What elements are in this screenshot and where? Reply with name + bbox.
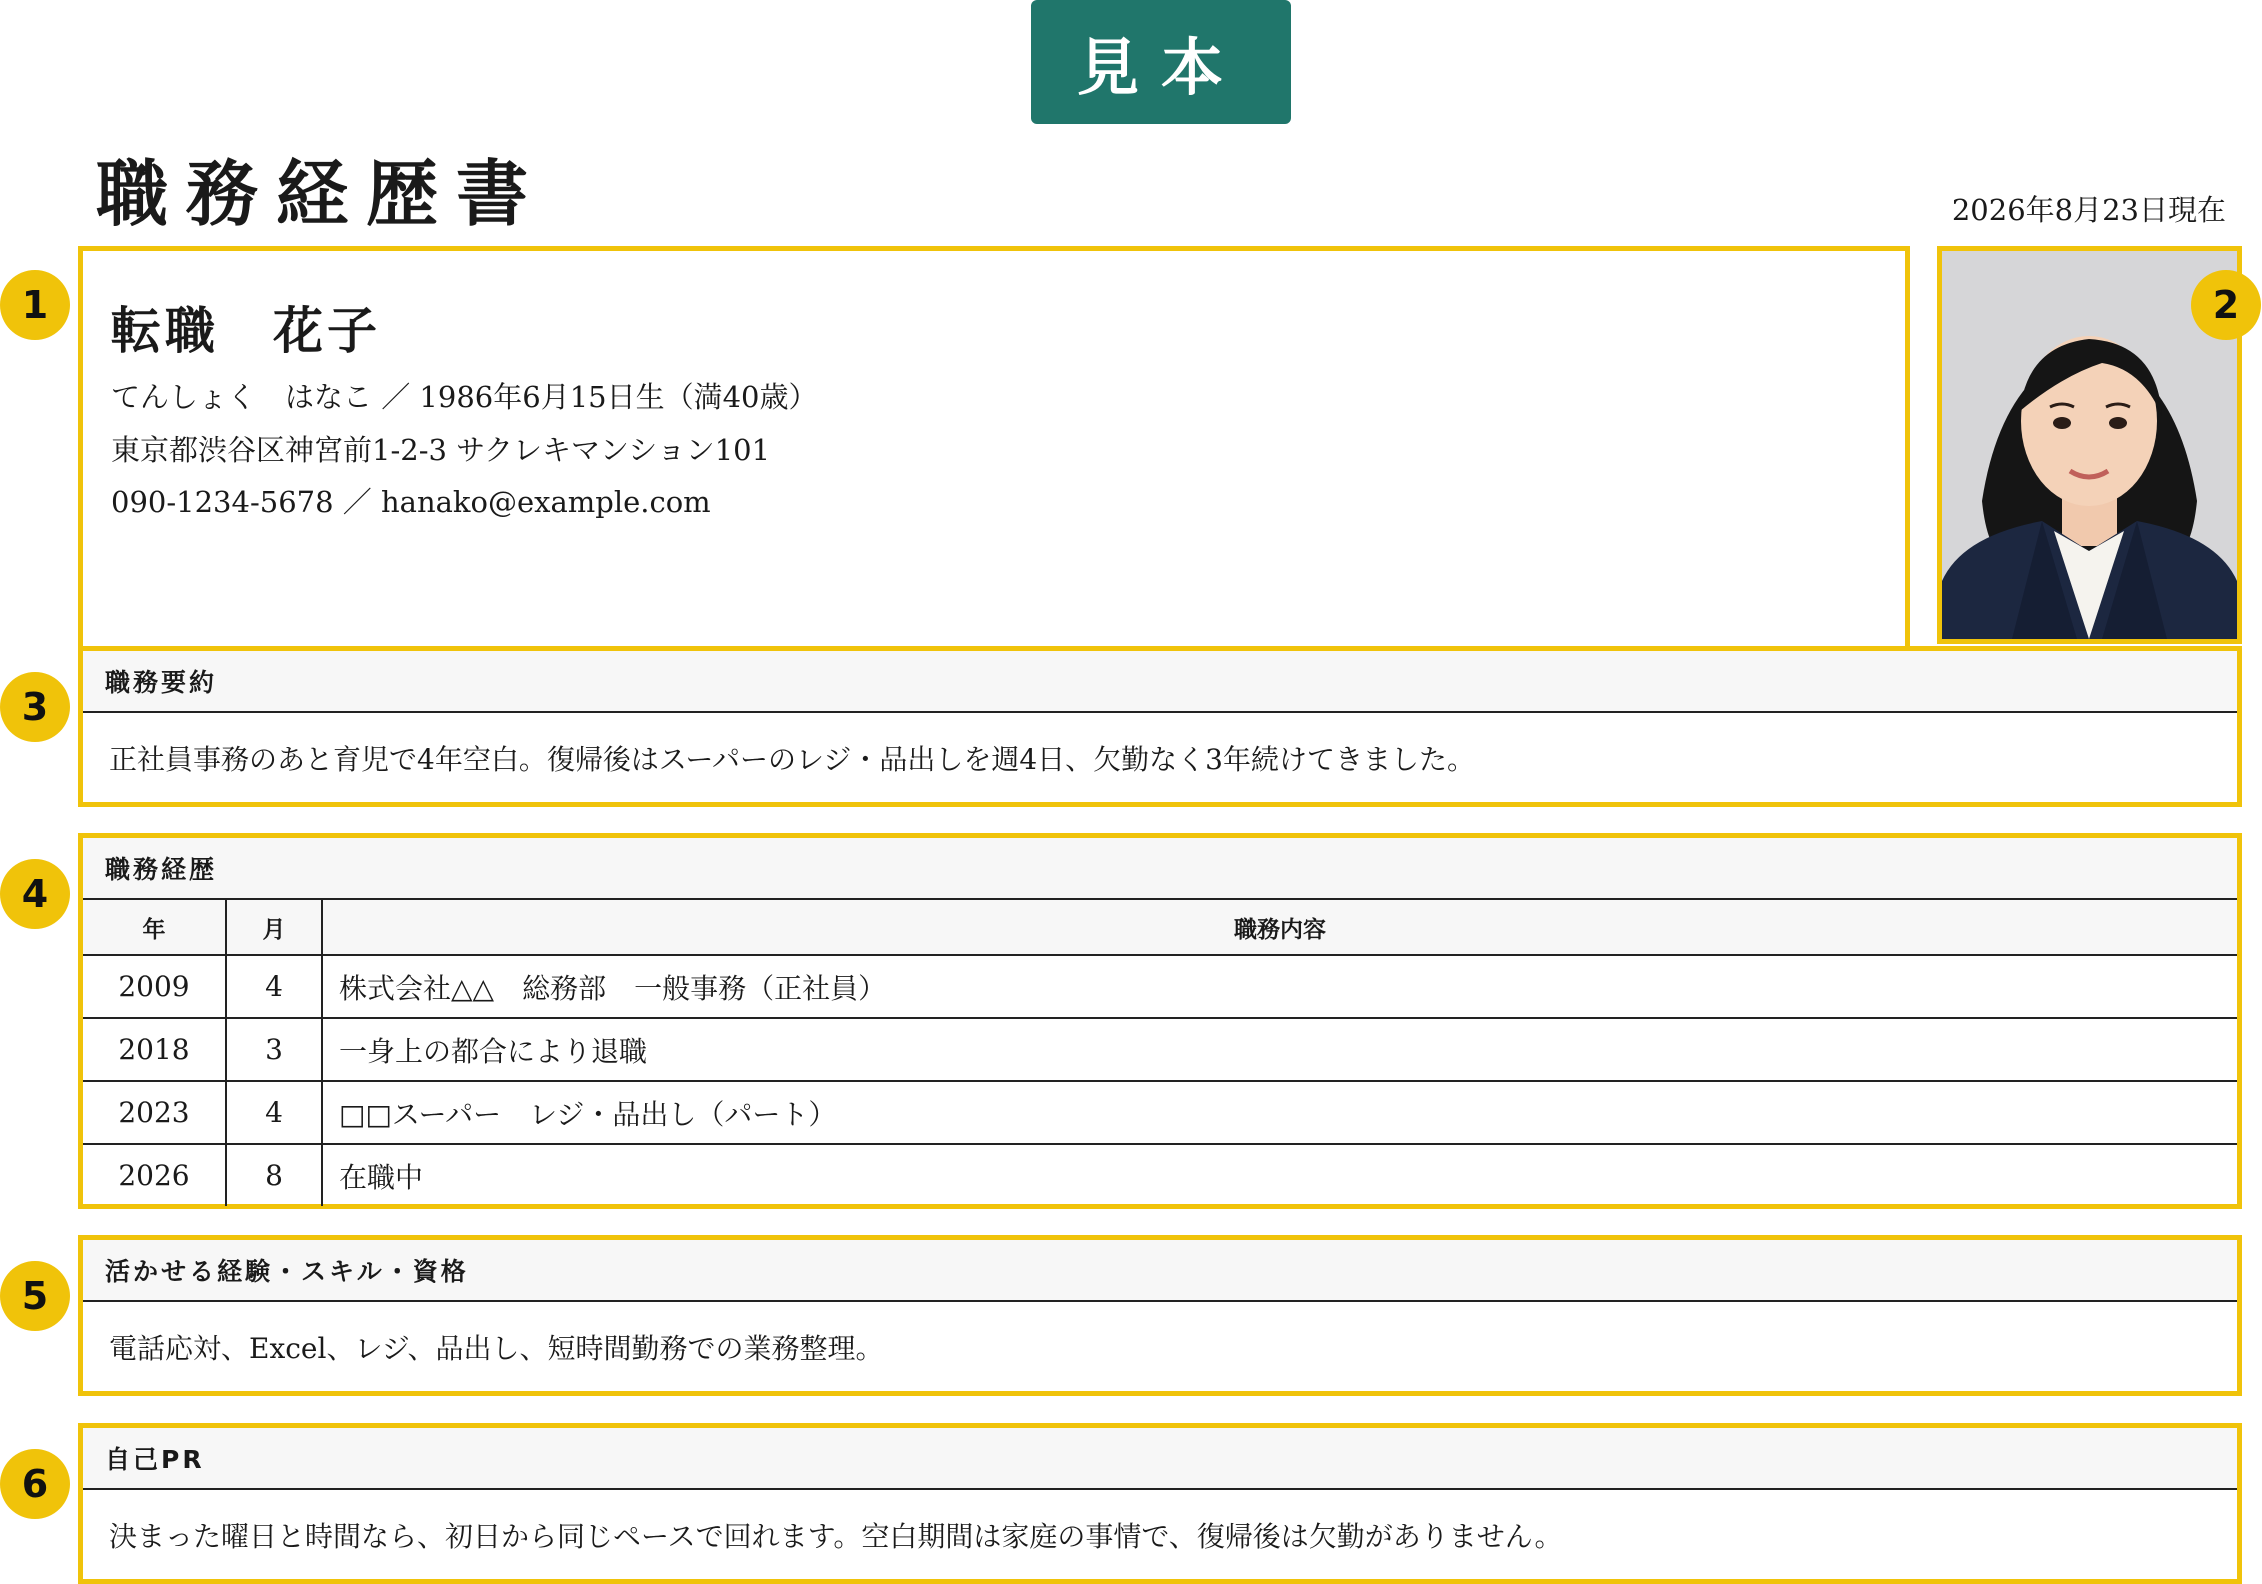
self-pr-heading: 自己PR <box>83 1428 2237 1490</box>
row-year: 2023 <box>83 1081 226 1144</box>
self-pr-text: 決まった曜日と時間なら、初日から同じペースで回れます。空白期間は家庭の事情で、復帰後は欠勤がありません。 <box>109 1519 1563 1553</box>
as-of-date: 2026年8月23日現在 <box>1951 193 2226 227</box>
column-month: 月 <box>226 900 322 955</box>
row-month: 3 <box>226 1018 322 1081</box>
history-header-row <box>83 900 2237 955</box>
skills-section <box>78 1235 2242 1396</box>
row-year: 2018 <box>83 1018 226 1081</box>
marker-5: 5 <box>0 1261 70 1331</box>
row-month: 4 <box>226 955 322 1018</box>
row-year: 2026 <box>83 1144 226 1206</box>
row-detail: 一身上の都合により退職 <box>322 1018 2237 1081</box>
contact-info: 090-1234-5678 ／ hanako@example.com <box>111 485 711 519</box>
full-name: 転職 花子 <box>111 301 381 360</box>
table-row <box>83 1018 2237 1081</box>
row-month: 4 <box>226 1081 322 1144</box>
column-detail: 職務内容 <box>322 900 2237 955</box>
row-detail: □□スーパー レジ・品出し（パート） <box>322 1081 2237 1144</box>
table-row <box>83 1081 2237 1144</box>
table-row <box>83 955 2237 1018</box>
profile-box <box>78 246 1910 651</box>
row-detail: 株式会社△△ 総務部 一般事務（正社員） <box>322 955 2237 1018</box>
address: 東京都渋谷区神宮前1-2-3 サクレキマンション101 <box>111 433 771 467</box>
summary-section <box>78 646 2242 807</box>
document-title: 職務経歴書 <box>96 151 547 236</box>
marker-2: 2 <box>2191 270 2261 340</box>
marker-3: 3 <box>0 672 70 742</box>
marker-1: 1 <box>0 270 70 340</box>
summary-text: 正社員事務のあと育児で4年空白。復帰後はスーパーのレジ・品出しを週4日、欠勤なく3年続けてきました。 <box>109 742 1475 776</box>
self-pr-section <box>78 1423 2242 1584</box>
marker-6: 6 <box>0 1449 70 1519</box>
row-month: 8 <box>226 1144 322 1206</box>
marker-4: 4 <box>0 859 70 929</box>
skills-text: 電話応対、Excel、レジ、品出し、短時間勤務での業務整理。 <box>109 1331 884 1365</box>
column-year: 年 <box>83 900 226 955</box>
row-year: 2009 <box>83 955 226 1018</box>
summary-heading: 職務要約 <box>83 651 2237 713</box>
skills-heading: 活かせる経験・スキル・資格 <box>83 1240 2237 1302</box>
history-section <box>78 833 2242 1209</box>
table-row <box>83 1144 2237 1206</box>
row-detail: 在職中 <box>322 1144 2237 1206</box>
history-heading: 職務経歴 <box>83 838 2237 900</box>
sample-badge: 見本 <box>1031 0 1291 124</box>
kana-birthdate: てんしょく はなこ ／ 1986年6月15日生（満40歳） <box>111 380 818 414</box>
history-table <box>83 900 2237 1206</box>
